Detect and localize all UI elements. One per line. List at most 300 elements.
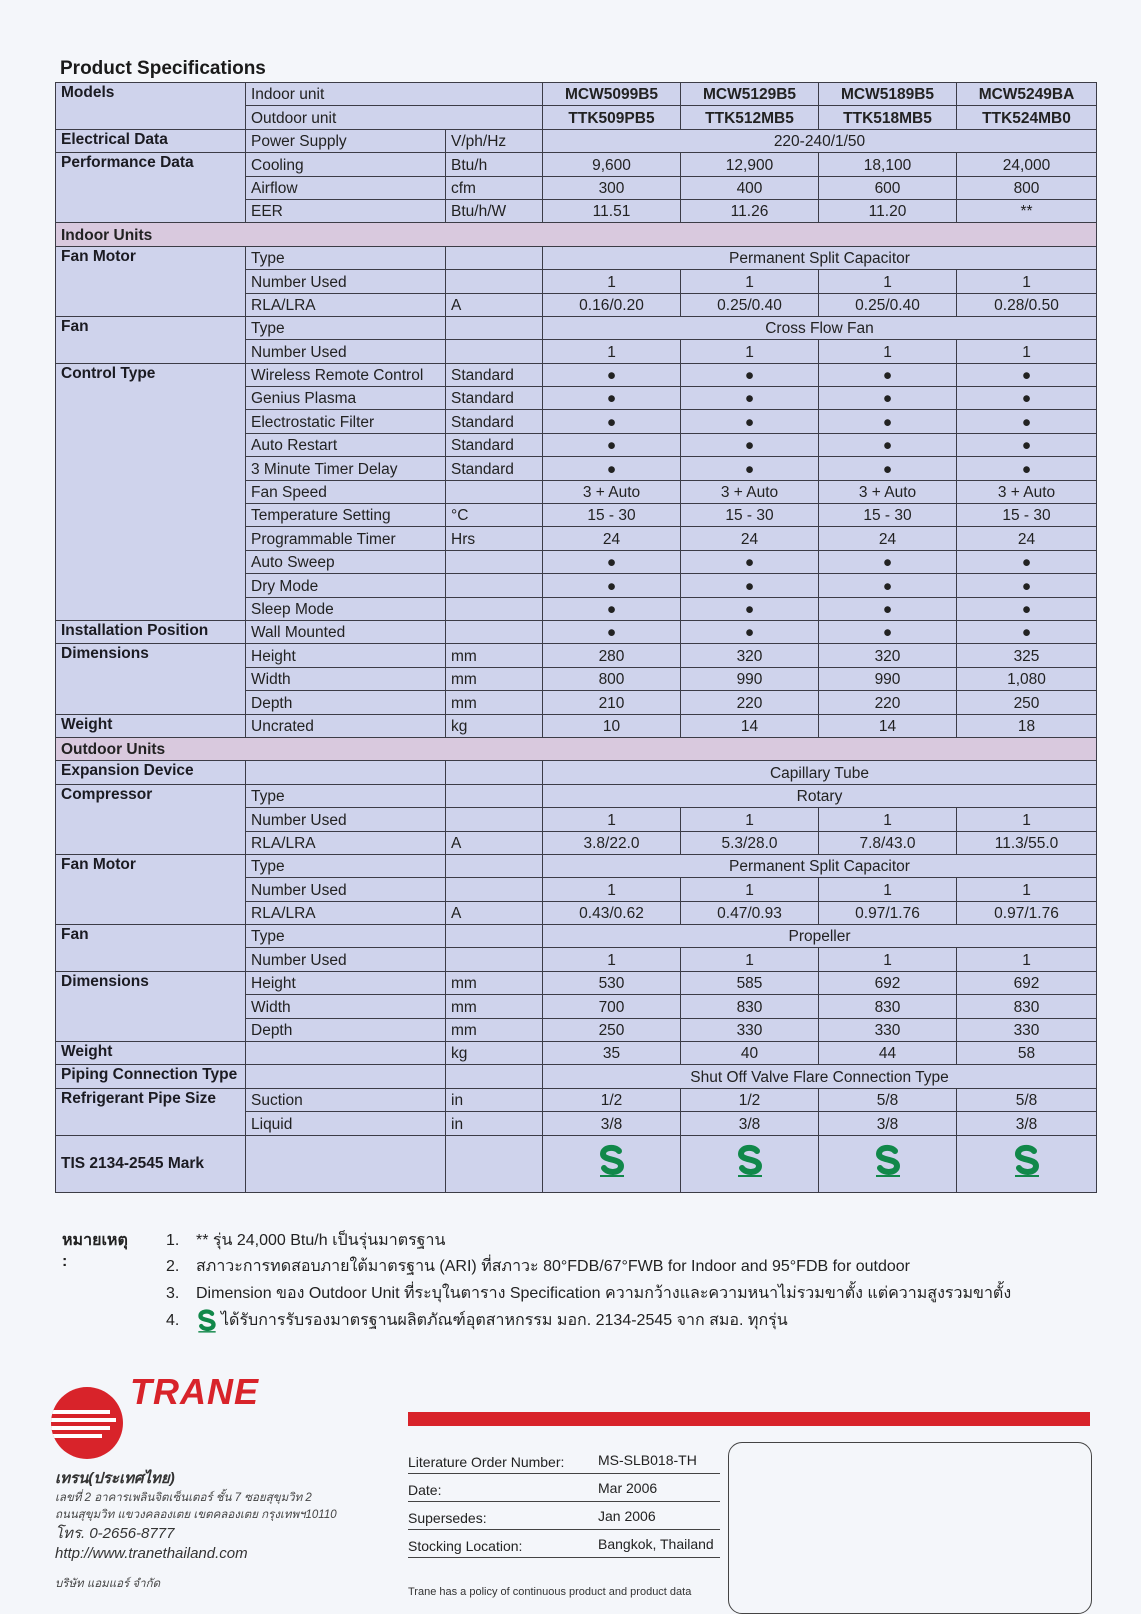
cell-value: ●: [957, 433, 1097, 456]
row-item-label: Fan Speed: [246, 480, 446, 503]
row-unit: A: [446, 831, 543, 854]
row-span-value: 220-240/1/50: [543, 129, 1097, 152]
row-item-label: Uncrated: [246, 714, 446, 737]
outdoor-model: TTK512MB5: [681, 106, 819, 129]
cell-value: 15 - 30: [957, 504, 1097, 527]
table-row: [56, 1065, 1097, 1088]
cell-value: ●: [543, 550, 681, 573]
row-item-label: Number Used: [246, 808, 446, 831]
row-group-label: Dimensions: [56, 644, 246, 714]
cell-value: 12,900: [681, 153, 819, 176]
row-item-label: Number Used: [246, 948, 446, 971]
cell-value: 24: [543, 527, 681, 550]
cell-value: 400: [681, 176, 819, 199]
row-group-label: Electrical Data: [56, 129, 246, 152]
cell-value: 1: [681, 948, 819, 971]
row-unit: Standard: [446, 433, 543, 456]
row-item-label: RLA/LRA: [246, 901, 446, 924]
cell-value: 3 + Auto: [543, 480, 681, 503]
row-unit: in: [446, 1112, 543, 1135]
note-number: 4.: [166, 1312, 180, 1330]
cell-value: ●: [543, 410, 681, 433]
address-line-2: ถนนสุขุมวิท แขวงคลองเตย เขตคลองเตย กรุงเทพฯ10110: [55, 1509, 337, 1521]
row-unit: A: [446, 293, 543, 316]
notes-label: หมายเหตุ :: [62, 1232, 128, 1270]
row-group-label: Fan Motor: [56, 854, 246, 924]
cell-value: 0.16/0.20: [543, 293, 681, 316]
cell-value: 1,080: [957, 667, 1097, 690]
cell-value: 0.25/0.40: [819, 293, 957, 316]
cell-value: 3.8/22.0: [543, 831, 681, 854]
note-number: 1.: [166, 1232, 180, 1249]
cell-value: ●: [681, 433, 819, 456]
cell-value: ●: [819, 363, 957, 386]
cell-value: 11.51: [543, 199, 681, 222]
row-item-label: [246, 1135, 446, 1192]
cell-value: 15 - 30: [819, 504, 957, 527]
cell-value: ●: [957, 363, 1097, 386]
spec-table-wrapper: [55, 82, 1097, 1193]
cell-value: 44: [819, 1042, 957, 1065]
row-item-label: Wireless Remote Control: [246, 363, 446, 386]
row-unit: mm: [446, 644, 543, 667]
cell-value: 800: [957, 176, 1097, 199]
table-row: [56, 761, 1097, 784]
cell-value: ●: [681, 387, 819, 410]
row-item-label: Type: [246, 316, 446, 339]
cell-value: ●: [543, 457, 681, 480]
indoor-unit-label: Indoor unit: [246, 83, 543, 106]
row-group-label: Installation Position: [56, 620, 246, 643]
table-row: [56, 784, 1097, 807]
row-group-label: Fan: [56, 316, 246, 363]
row-unit: mm: [446, 1018, 543, 1041]
row-item-label: Depth: [246, 1018, 446, 1041]
row-group-label: Fan: [56, 925, 246, 972]
cell-value: ●: [681, 363, 819, 386]
row-item-label: Power Supply: [246, 129, 446, 152]
cell-value: 5/8: [957, 1088, 1097, 1111]
row-group-label: TIS 2134-2545 Mark: [56, 1135, 246, 1192]
cell-value: 330: [957, 1018, 1097, 1041]
row-item-label: Width: [246, 667, 446, 690]
row-span-value: Permanent Split Capacitor: [543, 854, 1097, 877]
literature-label: Date:: [408, 1482, 442, 1498]
brand-wordmark: TRANE: [130, 1371, 259, 1412]
trane-logo-icon: [50, 1386, 124, 1460]
row-unit: Standard: [446, 457, 543, 480]
row-item-label: Cooling: [246, 153, 446, 176]
row-unit: in: [446, 1088, 543, 1111]
cell-value: 1: [819, 808, 957, 831]
table-row: [56, 223, 1097, 246]
cell-value: 40: [681, 1042, 819, 1065]
row-item-label: RLA/LRA: [246, 831, 446, 854]
cell-value: 1: [681, 878, 819, 901]
cell-value: 1: [819, 340, 957, 363]
row-span-value: Capillary Tube: [543, 761, 1097, 784]
cell-value: 1: [819, 878, 957, 901]
row-unit: [446, 808, 543, 831]
cell-value: 300: [543, 176, 681, 199]
cell-value: 14: [819, 714, 957, 737]
cell-value: 15 - 30: [543, 504, 681, 527]
tis-mark-icon: [873, 1143, 903, 1179]
row-item-label: Number Used: [246, 340, 446, 363]
tis-mark-icon: [196, 1308, 218, 1334]
row-item-label: Wall Mounted: [246, 620, 446, 643]
row-unit: [446, 480, 543, 503]
cell-value: 1: [681, 340, 819, 363]
table-row: [56, 363, 1097, 386]
outdoor-model: TTK524MB0: [957, 106, 1097, 129]
cell-value: 58: [957, 1042, 1097, 1065]
cell-value: ●: [681, 550, 819, 573]
cell-value: 320: [681, 644, 819, 667]
literature-value: MS-SLB018-TH: [598, 1452, 697, 1468]
cell-value: 24,000: [957, 153, 1097, 176]
cell-value: 3/8: [681, 1112, 819, 1135]
cell-value: **: [957, 199, 1097, 222]
literature-row: [408, 1502, 720, 1530]
cell-value: 250: [957, 691, 1097, 714]
cell-value: ●: [957, 620, 1097, 643]
red-divider-bar: [408, 1412, 1090, 1426]
cell-value: 280: [543, 644, 681, 667]
cell-value: 220: [681, 691, 819, 714]
cell-value: 1: [543, 878, 681, 901]
literature-label: Supersedes:: [408, 1510, 487, 1526]
row-unit: [446, 620, 543, 643]
note-text: สภาวะการทดสอบภายใต้มาตรฐาน (ARI) ที่สภาวะ 80°FDB/67°FWB for Indoor and 95°FDB for outdoor: [196, 1258, 910, 1275]
row-unit: Standard: [446, 363, 543, 386]
cell-value: ●: [681, 597, 819, 620]
cell-value: 325: [957, 644, 1097, 667]
row-item-label: Electrostatic Filter: [246, 410, 446, 433]
note-item: [166, 1308, 788, 1334]
row-group-label: Weight: [56, 1042, 246, 1065]
indoor-model: MCW5129B5: [681, 83, 819, 106]
cell-value: ●: [819, 574, 957, 597]
row-item-label: Dry Mode: [246, 574, 446, 597]
website-link[interactable]: http://www.tranethailand.com: [55, 1545, 248, 1562]
cell-value: 0.97/1.76: [957, 901, 1097, 924]
row-unit: mm: [446, 667, 543, 690]
cell-value: 1: [543, 270, 681, 293]
outdoor-unit-label: Outdoor unit: [246, 106, 543, 129]
cell-value: 320: [819, 644, 957, 667]
cell-value: 9,600: [543, 153, 681, 176]
row-unit: mm: [446, 995, 543, 1018]
row-span-value: Rotary: [543, 784, 1097, 807]
cell-value: ●: [543, 574, 681, 597]
address-line-1: เลขที่ 2 อาคารเพลินจิตเซ็นเตอร์ ชั้น 7 ซอยสุขุมวิท 2: [55, 1492, 312, 1504]
cell-value: 14: [681, 714, 819, 737]
table-row: [56, 1088, 1097, 1111]
row-unit: [446, 854, 543, 877]
cell-value: 692: [957, 971, 1097, 994]
row-unit: [446, 1065, 543, 1088]
cell-value: 5/8: [819, 1088, 957, 1111]
section-header: Outdoor Units: [56, 737, 1097, 760]
row-item-label: Genius Plasma: [246, 387, 446, 410]
row-unit: [446, 340, 543, 363]
row-item-label: RLA/LRA: [246, 293, 446, 316]
company-name-2: บริษัท แอมแอร์ จำกัด: [55, 1578, 161, 1590]
cell-value: 1: [543, 808, 681, 831]
row-group-label: Control Type: [56, 363, 246, 620]
tis-mark-icon: [597, 1143, 627, 1179]
row-span-value: Cross Flow Fan: [543, 316, 1097, 339]
cell-value: 3 + Auto: [681, 480, 819, 503]
row-unit: kg: [446, 714, 543, 737]
header-row-indoor: [56, 83, 1097, 106]
cell-value: 600: [819, 176, 957, 199]
cell-value: ●: [543, 363, 681, 386]
cell-value: 1: [957, 340, 1097, 363]
cell-value: 1: [543, 340, 681, 363]
cell-value: ●: [957, 574, 1097, 597]
cell-value: 530: [543, 971, 681, 994]
phone: โทร. 0-2656-8777: [55, 1525, 175, 1542]
row-group-label: Piping Connection Type: [56, 1065, 246, 1088]
row-unit: [446, 878, 543, 901]
table-row: [56, 129, 1097, 152]
cell-value: 1: [681, 270, 819, 293]
cell-value: 3 + Auto: [819, 480, 957, 503]
literature-value: Jan 2006: [598, 1508, 656, 1524]
note-item: [166, 1281, 1011, 1306]
section-header: Indoor Units: [56, 223, 1097, 246]
cell-value: 220: [819, 691, 957, 714]
row-unit: [446, 948, 543, 971]
row-unit: [446, 316, 543, 339]
company-info: [55, 1466, 337, 1593]
row-item-label: Height: [246, 971, 446, 994]
row-item-label: Auto Sweep: [246, 550, 446, 573]
table-row: [56, 714, 1097, 737]
row-group-label: Fan Motor: [56, 246, 246, 316]
row-group-label: Weight: [56, 714, 246, 737]
cell-value: 5.3/28.0: [681, 831, 819, 854]
cell-value: ●: [543, 387, 681, 410]
cell-value: ●: [819, 550, 957, 573]
literature-label: Literature Order Number:: [408, 1454, 565, 1470]
row-group-label: Expansion Device: [56, 761, 246, 784]
outdoor-model: TTK518MB5: [819, 106, 957, 129]
cell-value: 990: [681, 667, 819, 690]
cell-value: 3/8: [543, 1112, 681, 1135]
row-unit: [446, 597, 543, 620]
note-number: 3.: [166, 1285, 180, 1302]
cell-value: 1: [819, 270, 957, 293]
cell-value: ●: [957, 410, 1097, 433]
cell-value: 24: [957, 527, 1097, 550]
cell-value: 830: [681, 995, 819, 1018]
table-row: [56, 644, 1097, 667]
cell-value: ●: [681, 620, 819, 643]
row-span-value: Permanent Split Capacitor: [543, 246, 1097, 269]
models-label: Models: [56, 83, 246, 130]
tis-mark-icon: [1012, 1143, 1042, 1179]
cell-value: ●: [957, 597, 1097, 620]
row-unit: [446, 246, 543, 269]
row-unit: [446, 784, 543, 807]
row-span-value: Shut Off Valve Flare Connection Type: [543, 1065, 1097, 1088]
cell-value: 3 + Auto: [957, 480, 1097, 503]
cell-value: ●: [681, 574, 819, 597]
row-span-value: Propeller: [543, 925, 1097, 948]
table-row: [56, 316, 1097, 339]
cell-value: 11.20: [819, 199, 957, 222]
row-unit: kg: [446, 1042, 543, 1065]
cell-value: 0.28/0.50: [957, 293, 1097, 316]
row-item-label: 3 Minute Timer Delay: [246, 457, 446, 480]
table-row: [56, 1042, 1097, 1065]
cell-value: 1: [681, 808, 819, 831]
cell-value: ●: [819, 433, 957, 456]
cell-value: 18,100: [819, 153, 957, 176]
row-group-label: Compressor: [56, 784, 246, 854]
cell-value: 18: [957, 714, 1097, 737]
literature-info: [408, 1446, 720, 1558]
table-row: [56, 971, 1097, 994]
cell-value: 35: [543, 1042, 681, 1065]
table-row: [56, 925, 1097, 948]
note-item: [166, 1254, 910, 1279]
cell-value: ●: [543, 620, 681, 643]
row-item-label: Type: [246, 854, 446, 877]
cell-value: 1/2: [543, 1088, 681, 1111]
row-item-label: Depth: [246, 691, 446, 714]
cell-value: 24: [681, 527, 819, 550]
cell-value: 3/8: [819, 1112, 957, 1135]
tis-mark-cell: [681, 1135, 819, 1192]
literature-row: [408, 1446, 720, 1474]
indoor-model: MCW5189B5: [819, 83, 957, 106]
row-unit: Standard: [446, 387, 543, 410]
row-unit: [446, 925, 543, 948]
table-row: [56, 620, 1097, 643]
cell-value: 800: [543, 667, 681, 690]
cell-value: 3/8: [957, 1112, 1097, 1135]
note-number: 2.: [166, 1258, 180, 1275]
cell-value: 0.25/0.40: [681, 293, 819, 316]
cell-value: 1/2: [681, 1088, 819, 1111]
row-unit: Standard: [446, 410, 543, 433]
row-unit: [446, 270, 543, 293]
row-item-label: Type: [246, 925, 446, 948]
cell-value: 7.8/43.0: [819, 831, 957, 854]
literature-row: [408, 1530, 720, 1558]
row-item-label: EER: [246, 199, 446, 222]
tis-mark-cell: [957, 1135, 1097, 1192]
cell-value: ●: [543, 433, 681, 456]
cell-value: ●: [819, 457, 957, 480]
row-unit: [446, 550, 543, 573]
literature-label: Stocking Location:: [408, 1538, 523, 1554]
tis-mark-cell: [543, 1135, 681, 1192]
cell-value: 330: [819, 1018, 957, 1041]
cell-value: 11.3/55.0: [957, 831, 1097, 854]
cell-value: 0.47/0.93: [681, 901, 819, 924]
table-row: [56, 1135, 1097, 1192]
row-item-label: Temperature Setting: [246, 504, 446, 527]
row-item-label: Programmable Timer: [246, 527, 446, 550]
cell-value: 11.26: [681, 199, 819, 222]
row-item-label: [246, 1065, 446, 1088]
row-item-label: Width: [246, 995, 446, 1018]
row-unit: V/ph/Hz: [446, 129, 543, 152]
row-unit: [446, 1135, 543, 1192]
cell-value: ●: [819, 620, 957, 643]
table-row: [56, 153, 1097, 176]
row-item-label: Auto Restart: [246, 433, 446, 456]
literature-value: Bangkok, Thailand: [598, 1536, 714, 1552]
cell-value: 990: [819, 667, 957, 690]
row-unit: cfm: [446, 176, 543, 199]
row-item-label: Suction: [246, 1088, 446, 1111]
cell-value: ●: [819, 410, 957, 433]
row-item-label: [246, 761, 446, 784]
company-name: เทรน(ประเทศไทย): [55, 1470, 175, 1487]
row-item-label: Number Used: [246, 270, 446, 293]
row-item-label: Type: [246, 784, 446, 807]
row-unit: [446, 574, 543, 597]
row-unit: A: [446, 901, 543, 924]
row-item-label: [246, 1042, 446, 1065]
cell-value: 1: [957, 808, 1097, 831]
row-item-label: Height: [246, 644, 446, 667]
cell-value: 210: [543, 691, 681, 714]
page-title: Product Specifications: [60, 58, 266, 79]
row-item-label: Sleep Mode: [246, 597, 446, 620]
cell-value: 24: [819, 527, 957, 550]
row-unit: Hrs: [446, 527, 543, 550]
tis-mark-icon: [735, 1143, 765, 1179]
note-text: ได้รับการรับรองมาตรฐานผลิตภัณฑ์อุตสาหกรรม มอก. 2134-2545 จาก สมอ. ทุกรุ่น: [221, 1312, 788, 1330]
indoor-model: MCW5099B5: [543, 83, 681, 106]
cell-value: 830: [819, 995, 957, 1018]
cell-value: ●: [681, 457, 819, 480]
row-unit: Btu/h/W: [446, 199, 543, 222]
row-unit: [446, 761, 543, 784]
cell-value: ●: [957, 457, 1097, 480]
cell-value: 0.97/1.76: [819, 901, 957, 924]
cell-value: 10: [543, 714, 681, 737]
row-item-label: Type: [246, 246, 446, 269]
row-unit: Btu/h: [446, 153, 543, 176]
cell-value: 830: [957, 995, 1097, 1018]
note-item: [166, 1228, 445, 1253]
table-row: [56, 854, 1097, 877]
literature-row: [408, 1474, 720, 1502]
note-text: ** รุ่น 24,000 Btu/h เป็นรุ่นมาตรฐาน: [196, 1232, 446, 1249]
cell-value: 330: [681, 1018, 819, 1041]
row-item-label: Airflow: [246, 176, 446, 199]
indoor-model: MCW5249BA: [957, 83, 1097, 106]
cell-value: 1: [957, 270, 1097, 293]
outdoor-model: TTK509PB5: [543, 106, 681, 129]
row-item-label: Liquid: [246, 1112, 446, 1135]
cell-value: ●: [819, 597, 957, 620]
cell-value: ●: [957, 550, 1097, 573]
cell-value: 0.43/0.62: [543, 901, 681, 924]
spec-table: [55, 82, 1097, 1193]
cell-value: ●: [543, 597, 681, 620]
cell-value: 1: [957, 948, 1097, 971]
cell-value: 1: [957, 878, 1097, 901]
